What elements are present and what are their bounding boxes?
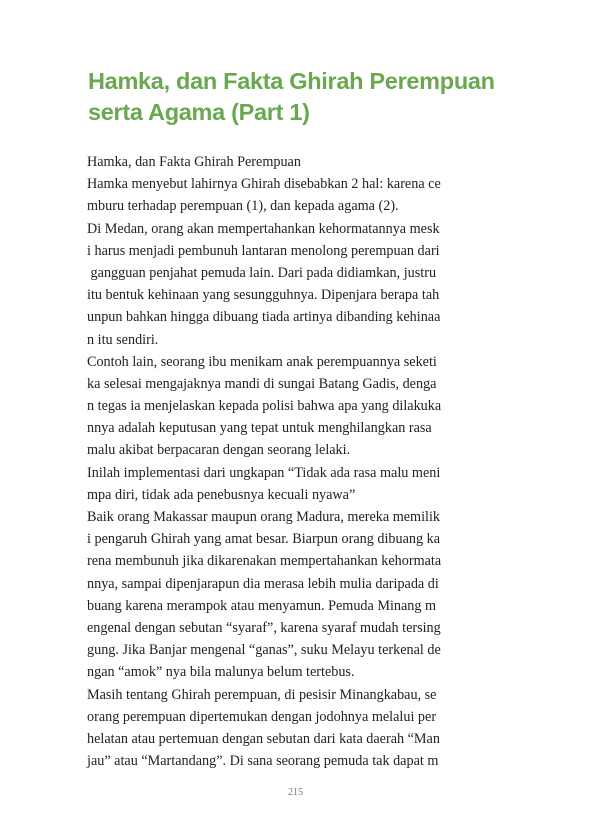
article-body — [87, 151, 507, 772]
body-line: gung. Jika Banjar mengenal “ganas”, suku Melayu terkenal de — [87, 642, 441, 659]
body-line: engenal dengan sebutan “syaraf”, karena syaraf mudah tersing — [87, 619, 441, 636]
body-line: orang perempuan dipertemukan dengan jodohnya melalui per — [87, 708, 437, 725]
body-line: Masih tentang Ghirah perempuan, di pesisir Minangkabau, se — [87, 686, 437, 703]
body-line: Di Medan, orang akan mempertahankan kehormatannya mesk — [87, 220, 440, 237]
body-line: gangguan penjahat pemuda lain. Dari pada didiamkan, justru — [87, 264, 437, 281]
page-number: 215 — [288, 787, 303, 798]
body-line: mpa diri, tidak ada penebusnya kecuali nyawa” — [87, 486, 356, 503]
body-line: rena membunuh jika dikarenakan mempertahankan kehormata — [87, 553, 442, 570]
body-line: i harus menjadi pembunuh lantaran menolong perempuan dari — [87, 242, 440, 259]
body-line: n itu sendiri. — [87, 331, 159, 348]
body-line: Inilah implementasi dari ungkapan “Tidak ada rasa malu meni — [87, 464, 441, 481]
body-line: ka selesai mengajaknya mandi di sungai Batang Gadis, denga — [87, 375, 437, 392]
body-line: jau” atau “Martandang”. Di sana seorang pemuda tak dapat m — [87, 753, 439, 770]
body-line: malu akibat berpacaran dengan seorang lelaki. — [87, 442, 351, 459]
body-line: unpun bahkan hingga dibuang tiada artinya dibanding kehinaa — [87, 309, 441, 326]
body-line: Baik orang Makassar maupun orang Madura, mereka memilik — [87, 509, 441, 525]
body-line: n tegas ia menjelaskan kepada polisi bahwa apa yang dilakuka — [87, 398, 442, 415]
article-title-line: Hamka, dan Fakta Ghirah Perempuan — [88, 68, 495, 94]
body-line: mburu terhadap perempuan (1), dan kepada agama (2). — [87, 198, 399, 215]
article-title — [88, 66, 528, 128]
body-line: Hamka, dan Fakta Ghirah Perempuan — [87, 154, 301, 170]
body-line: ngan “amok” nya bila malunya belum tertebus. — [87, 664, 355, 681]
body-line: i pengaruh Ghirah yang amat besar. Biarpun orang dibuang ka — [87, 531, 441, 548]
body-line: Contoh lain, seorang ibu menikam anak perempuannya seketi — [87, 353, 437, 370]
body-line: itu bentuk kehinaan yang sesungguhnya. Dipenjara berapa tah — [87, 287, 440, 304]
body-line: nnya adalah keputusan yang tepat untuk menghilangkan rasa — [87, 420, 432, 437]
article-title-line: serta Agama (Part 1) — [88, 99, 310, 125]
body-line: nnya, sampai dipenjarapun dia merasa lebih mulia daripada di — [87, 575, 439, 592]
body-line: helatan atau pertemuan dengan sebutan dari kata daerah “Man — [87, 730, 440, 747]
body-line: buang karena merampok atau menyamun. Pemuda Minang m — [87, 597, 437, 614]
body-line: Hamka menyebut lahirnya Ghirah disebabkan 2 hal: karena ce — [87, 176, 441, 193]
